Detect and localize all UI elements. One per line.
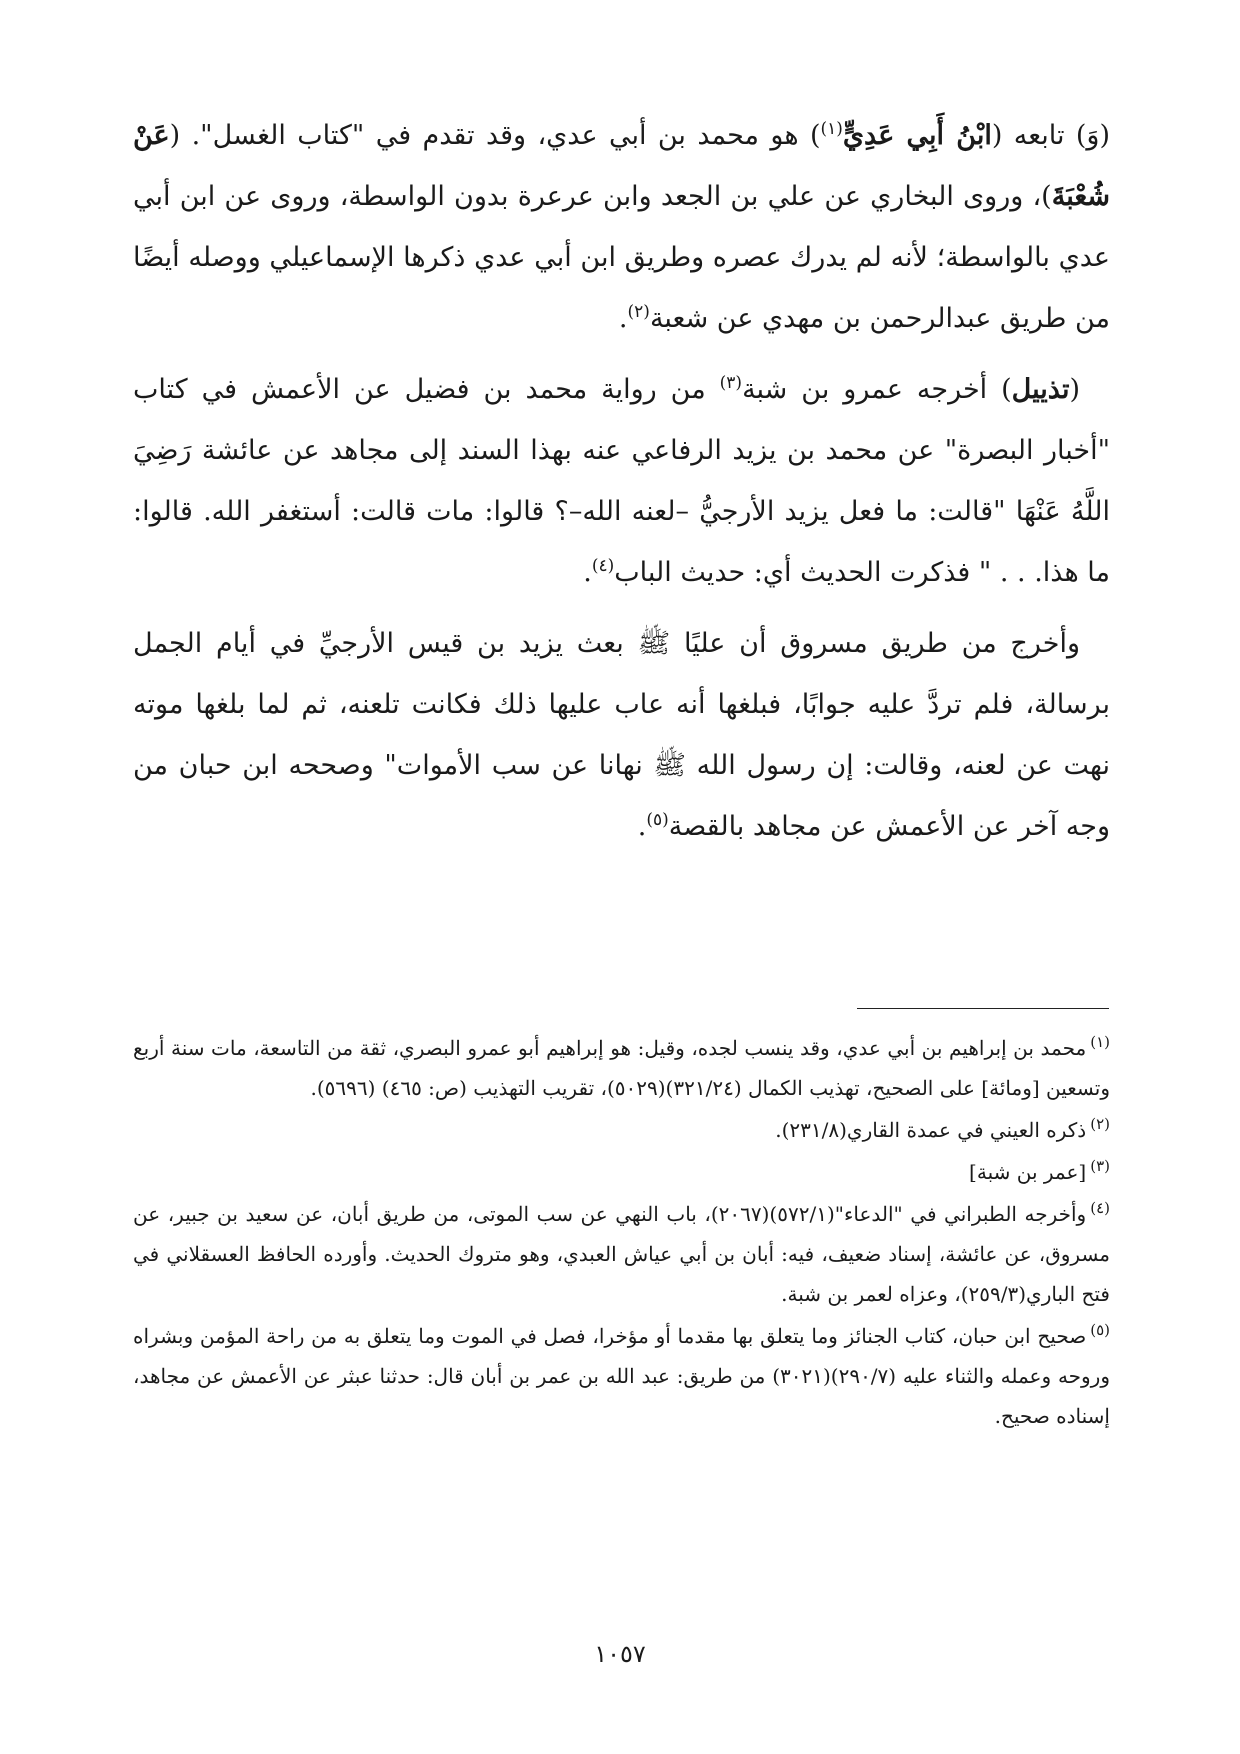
footnote-ref-1[interactable]: (١): [820, 119, 843, 139]
text-run: .: [637, 811, 647, 842]
footnote-text: [عمر بن شبة]: [969, 1160, 1087, 1184]
footnote-number: (٥): [1090, 1321, 1110, 1340]
footnote-text: ذكره العيني في عمدة القاري(٢٣١/٨).: [775, 1118, 1087, 1142]
page-number: ١٠٥٧: [594, 1640, 646, 1668]
bold-term: ابْنُ أَبِي عَدِيٍّ: [842, 120, 992, 151]
text-run: .: [618, 303, 628, 334]
footnote-number: (١): [1090, 1033, 1110, 1052]
text-run: .: [583, 557, 592, 588]
footnote-text: محمد بن إبراهيم بن أبي عدي، وقد ينسب لجده، وقيل: هو إبراهيم أبو عمرو البصري، ثقة من التاسعة، مات سنة أربع وتسعين [ومائة] على الصحيح، تهذيب الكمال (٣٢١/٢٤)(٥٠٢٩)، تقريب التهذيب (ص: ٤٦٥) (٥٦٩٦).: [133, 1036, 1110, 1100]
footnotes: [133, 1028, 1110, 1438]
paragraph-1: [133, 105, 1110, 349]
footnote-1: [133, 1028, 1110, 1108]
text-run: من رواية محمد بن فضيل عن الأعمش في كتاب "أخبار البصرة" عن محمد بن يزيد الرفاعي عنه بهذا السند إلى مجاهد عن عائشة رَضِيَ اللَّهُ عَنْهَا "قالت: ما فعل يزيد الأرجيُّ –لعنه الله–؟ قالوا: مات قالت: أستغفر الله. قالوا: ما هذا. . . " فذكرت الحديث أي: حديث الباب: [133, 374, 1110, 588]
footnote-ref-5[interactable]: (٥): [646, 810, 669, 830]
footnote-2: [133, 1110, 1110, 1150]
footnote-text: صحيح ابن حبان، كتاب الجنائز وما يتعلق بها مقدما أو مؤخرا، فصل في الموت وما يتعلق به من راحة المؤمن وبشراه وروحه وعمله والثناء عليه (٢٩٠/٧)(٣٠٢١) من طريق: عبد الله بن عمر بن أبان قال: حدثنا عبثر عن الأعمش عن مجاهد، إسناده صحيح.: [133, 1324, 1111, 1428]
paragraph-2: [133, 359, 1110, 603]
footnote-number: (٢): [1090, 1115, 1110, 1134]
footnote-text: وأخرجه الطبراني في "الدعاء"(٥٧٢/١)(٢٠٦٧)، باب النهي عن سب الموتى، من طريق أبان، عن سعيد بن جبير، عن مسروق، عن عائشة، إسناد ضعيف، فيه: أبان بن أبي عياش العبدي، وهو متروك الحديث. وأورده الحافظ العسقلاني في فتح الباري(٢٥٩/٣)، وعزاه لعمر بن شبة.: [133, 1202, 1110, 1306]
footnote-3: [133, 1152, 1110, 1192]
main-text: [133, 105, 1110, 867]
footnote-ref-2[interactable]: (٢): [627, 302, 650, 322]
bold-term: تذييل: [1011, 374, 1070, 405]
text-run: (وَ) تابعه (: [991, 120, 1111, 151]
text-run: وأخرج من طريق مسروق أن عليًا ﷺ بعث يزيد بن قيس الأرجيِّ في أيام الجمل برسالة، فلم تردَّ عليه جوابًا، فبلغها أنه عاب عليها ذلك فكانت تلعنه، ثم لما بلغها موته نهت عن لعنه، وقالت: إن رسول الله ﷺ نهانا عن سب الأموات" وصححه ابن حبان من وجه آخر عن الأعمش عن مجاهد بالقصة: [133, 628, 1110, 842]
text-run: ) أخرجه عمرو بن شبة: [742, 374, 1012, 405]
footnote-ref-4[interactable]: (٤): [591, 556, 615, 576]
paragraph-3: [133, 613, 1110, 857]
footnote-5: [133, 1316, 1110, 1436]
footnote-4: [133, 1194, 1110, 1314]
text-run: )، وروى البخاري عن علي بن الجعد وابن عرعرة بدون الواسطة، وروى عن ابن أبي عدي بالواسطة؛ لأنه لم يدرك عصره وطريق ابن أبي عدي ذكرها الإسماعيلي ووصله أيضًا من طريق عبدالرحمن بن مهدي عن شعبة: [133, 181, 1110, 334]
text-run: (: [1069, 374, 1080, 405]
text-run: ) هو محمد بن أبي عدي، وقد تقدم في "كتاب الغسل". (: [169, 120, 821, 151]
footnote-number: (٤): [1090, 1199, 1110, 1218]
footnote-divider: [857, 1008, 1109, 1009]
bold-term: عَنْ شُعْبَةَ: [133, 120, 1110, 212]
footnote-ref-3[interactable]: (٣): [719, 373, 743, 393]
footnote-number: (٣): [1090, 1157, 1110, 1176]
